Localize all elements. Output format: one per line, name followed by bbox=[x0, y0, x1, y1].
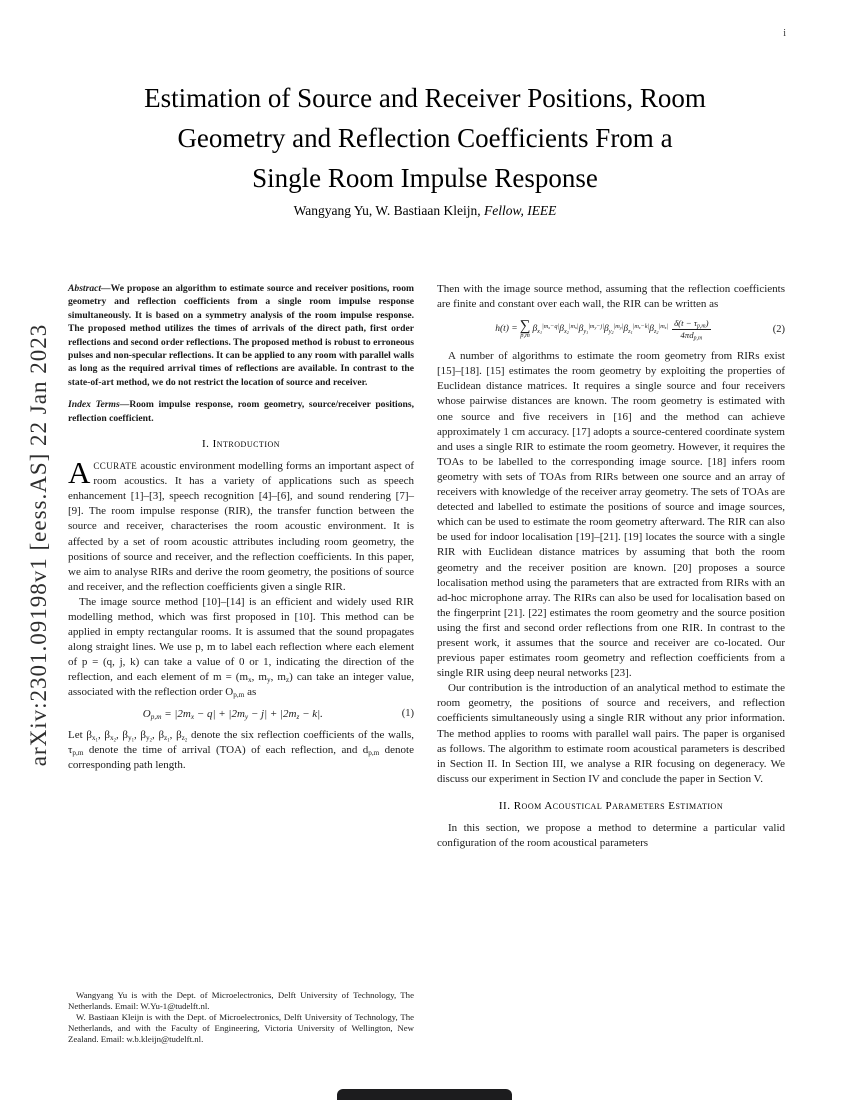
arxiv-watermark: arXiv:2301.09198v1 [eess.AS] 22 Jan 2023 bbox=[26, 323, 51, 767]
equation-2-number: (2) bbox=[772, 323, 785, 335]
fraction-denominator: $4\pi d_{p,m}$ bbox=[680, 330, 703, 342]
paper-title-line-1: Estimation of Source and Receiver Positions, Room bbox=[144, 83, 706, 113]
equation-2-fraction bbox=[672, 318, 710, 340]
intro-paragraph-1-text: acoustic environment modelling forms an important aspect of room acoustics. It has a variety of applications such as speech enhancement [1]–[3], speech recognition [4]–[6], and sound rendering [7]–[9]. The room impulse response (RIR), the transfer function between the source and receiver, characterises the room acoustic environment. It is affected by a set of room acoustic attributes including room geometry, the positions of source and receiver, and the reflection coefficients. In this paper, we aim to analyse RIRs and derive the room geometry, the positions of source and receiver, and the reflection coefficients given a single RIR. bbox=[68, 460, 414, 593]
index-terms-text: Room impulse response, room geometry, source/receiver positions, reflection coefficient. bbox=[68, 399, 414, 424]
paper-title bbox=[80, 78, 770, 198]
abstract-label: Abstract— bbox=[68, 283, 111, 294]
section2-paragraph-1: In this section, we propose a method to determine a particular valid configuration of the room acoustical parameters bbox=[437, 821, 785, 849]
paper-title-line-2: Geometry and Reflection Coefficients From a bbox=[177, 123, 673, 153]
equation-1-number: (1) bbox=[401, 708, 414, 720]
related-work-paragraph: A number of algorithms to estimate the room geometry from RIRs exist [15]–[18]. [15] estimates the room geometry by exploiting the properties of Euclidean distance matrices. It requires a single source and four receivers whose pairwise distances are known. The room geometry is estimated with one source and five receivers in [16] and the method can achieve approximately 1 cm accuracy. [17] adopts a source-centered coordinate system and uses a single RIR to estimate the room geometry. However, it requires the TOAs to be labelled to the corresponding image source. [18] infers room geometry with sets of TOAs from RIRs between one source and an array of receivers with knowledge of the receiver array geometry. The sets of TOAs are detected and labelled to estimate the positions of source and image sources, which can be used to estimate the room geometry afterward. The RIR can also be used for indoor localisation [19]–[21]. [19] locates the source with a single RIR with Euclidean distance matrices by assuming that both the room geometry and the receiver position are known. [20] proposes a source localisation method using the parameters that are extracted from RIRs with an ad-hoc microphone array. The RIRs can also be used for localisation based on the fingerprint [21]. [22] estimates the room geometry and the source position using the first and second order reflections from one RIR. In contrast to the present work, it assumes that the source and receiver are co-located. Our previous paper estimates room geometry and reflection coefficients from a single RIR using deep neural networks [23]. bbox=[437, 350, 785, 680]
paper-title-line-3: Single Room Impulse Response bbox=[252, 163, 598, 193]
dropcap-lead-word: CCURATE bbox=[93, 461, 138, 472]
equation-1-body: $O_{p,m} = |2m_x - q| + |2m_y - j| + |2m_z - k|$. bbox=[142, 707, 323, 721]
summation-symbol: ∑ p,m bbox=[519, 318, 531, 340]
rir-method-paragraph: Then with the image source method, assuming that the reflection coefficients are finite and constant over each wall, the RIR can be written as bbox=[437, 283, 785, 311]
intro-paragraph-2: The image source method [10]–[14] is an efficient and widely used RIR modelling method, which was first proposed in [10]. This method can be applied in empty rectangular rooms. It is assumed that the sound propagates along straight lines. We use p, m to label each reflection where each element of p = (q, j, k) can take a value of 0 or 1, indicating the direction of the reflection, and each element of $m = (m_x$, $m_y$, $m_z$) can take an integer value, associated with the reflection order $O_{p,m}$ as bbox=[68, 595, 414, 700]
fraction-numerator: $\delta(t - \tau_{p,m})$ bbox=[674, 318, 709, 330]
left-column bbox=[68, 282, 414, 773]
bottom-ui-fragment bbox=[337, 1089, 512, 1100]
author-names: Wangyang Yu, W. Bastiaan Kleijn, bbox=[293, 203, 484, 218]
equation-2-body bbox=[437, 318, 769, 340]
author-footnote bbox=[68, 990, 414, 1045]
section-heading-introduction: I. Introduction bbox=[201, 438, 281, 451]
equation-1 bbox=[68, 708, 414, 720]
abstract-paragraph bbox=[68, 282, 414, 389]
footnote-author-2: W. Bastiaan Kleijn is with the Dept. of Microelectronics, Delft University of Technology, The Netherlands, and with the Faculty of Engineering, Victoria University of Wellington, New Zealand. Email: w.b.kleijn@tudelft.nl. bbox=[68, 1012, 414, 1045]
section-heading-room-parameters: II. Room Acoustical Parameters Estimation bbox=[498, 799, 724, 812]
intro-paragraph-1 bbox=[68, 455, 414, 595]
page-number: i bbox=[783, 28, 786, 39]
equation-2-lhs: h(t) = bbox=[495, 324, 518, 335]
authors-line bbox=[80, 203, 770, 219]
index-terms-label: Index Terms— bbox=[68, 399, 130, 411]
footnote-author-1: Wangyang Yu is with the Dept. of Microelectronics, Delft University of Technology, The Netherlands. Email: W.Yu-1@tudelft.nl. bbox=[68, 990, 414, 1012]
dropcap-letter: A bbox=[68, 455, 91, 491]
equation-2 bbox=[437, 318, 785, 340]
abstract-text: We propose an algorithm to estimate source and receiver positions, room geometry and reflection coefficients from a single room impulse response simultaneously. It is based on a symmetry analysis of the room impulse response. The proposed method utilizes the times of arrivals of the direct path, first order reflections and second order reflections. The proposed method is robust to erroneous pulses and non-specular reflections. It can be applied to any room with parallel walls as long as the required arrival times of reflections are available. In contrast to the state-of-art method, we do not restrict the location of source and receiver. bbox=[68, 283, 414, 388]
intro-paragraph-3: Let $\beta_{x_1}$, $\beta_{x_2}$, $\beta_{y_1}$, $\beta_{y_2}$, $\beta_{z_1}$, $\beta_{z_2}$ denote the six reflection coefficients of the walls, $\tau_{p,m}$ denote the time of arrival (TOA) of each reflection, and $d_{p,m}$ denote corresponding path length. bbox=[68, 728, 415, 771]
contribution-paragraph: Our contribution is the introduction of an analytical method to estimate the room geometry, the positions of source and receivers, and reflection coefficients simultaneously using a single RIR without any prior information. The method applies to rooms with parallel wall pairs. The paper is organised as follows. The algorithm to estimate room acoustical parameters is described in Section II. In Section III, we analyse a RIR focusing on degeneracy. We discuss our experiment in Section IV and conclude the paper in Section V. bbox=[437, 682, 785, 785]
right-column bbox=[437, 282, 785, 851]
equation-2-beta-product: $\beta_{x_1}^{|m_x-q|}\beta_{x_2}^{|m_x|}\beta_{y_1}^{|m_y-j|}\beta_{y_2}^{|m_y|}\beta_{z_1}^{|m_z-k|}\beta_{z_2}^{|m_z|}$ bbox=[532, 323, 669, 336]
index-terms-paragraph bbox=[68, 398, 414, 425]
author-honorific: Fellow, IEEE bbox=[483, 203, 557, 218]
